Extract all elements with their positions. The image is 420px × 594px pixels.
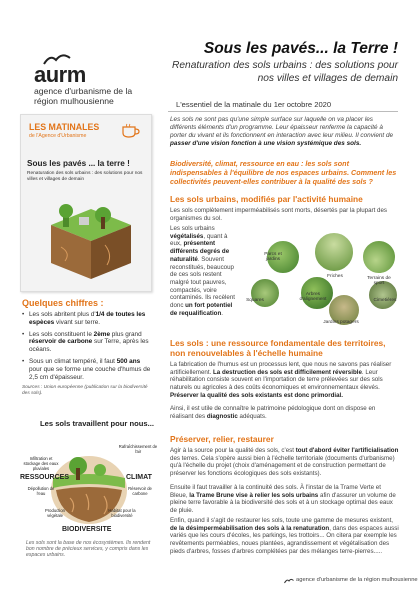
section3-heading: Préserver, relier, restaurer xyxy=(170,434,274,444)
header-divider xyxy=(168,111,398,112)
section1-heading: Les sols urbains, modifiés par l'activité humaine xyxy=(170,194,363,204)
photo-label: Jardins potagers xyxy=(323,320,359,325)
coffee-cup-icon xyxy=(121,123,141,139)
publication-cover xyxy=(20,114,152,292)
page-title: Sous les pavés... la Terre ! xyxy=(203,40,398,57)
photo-label: Cimetières xyxy=(373,298,397,303)
logo-tagline: agence d'urbanisme de la région mulhousienne xyxy=(34,86,133,106)
cover-series: LES MATINALES xyxy=(29,122,100,132)
services-note: Les sols sont la base de nos écosystèmes. Ils rendent bon nombre de précieux services, y compris dans les espaces urbains. xyxy=(26,540,151,559)
photo-label: Friches xyxy=(327,274,343,279)
services-heading: Les sols travaillent pour nous... xyxy=(40,419,154,428)
key-figures-list xyxy=(22,311,152,397)
soil-services-diagram xyxy=(20,430,158,536)
label-biodiversity-habitat: Habitat pour la biodiversité xyxy=(108,508,136,518)
intro-paragraph: Les sols ne sont pas qu'une simple surface sur laquelle on va placer les différents éléments d'un programme. Leur épaisseur renferme la capacité à porter du vivant et ils fonctionnent en interaction avec leur milieu. Il convient de passer d'une vision fonction à une vision systémique des sols. xyxy=(170,116,394,147)
label-water-depollution: Dépollution de l'eau xyxy=(27,486,55,496)
footer-logo-icon xyxy=(284,578,294,584)
page-subtitle: Renaturation des sols urbains : des solutions pour nos villes et villages de demain xyxy=(172,60,398,84)
photo-label: Arbres d'alignement xyxy=(299,292,327,303)
urban-soil-photos xyxy=(240,232,402,332)
key-figure-item: • Les sols abritent plus d'1/4 de toutes les espèces vivant sur terre. xyxy=(22,311,152,327)
section2-paragraph2: Ainsi, il est utile de connaître le patrimoine pédologique dont on dispose en réalisant des diagnostic adéquats. xyxy=(170,405,376,420)
photo-squares xyxy=(250,278,280,308)
key-figures-heading: Quelques chiffres : xyxy=(22,298,104,308)
section1-paragraph1: Les sols complètement imperméabilisés sont morts, désertés par la plupart des organismes du sol. xyxy=(170,207,388,222)
label-biodiversity: BIODIVERSITE xyxy=(62,526,112,533)
photo-sports xyxy=(362,240,396,274)
lead-paragraph: Biodiversité, climat, ressource en eau : les sols sont indispensables à l'équilibre de nos espaces urbains. Comment les collectivités peuvent-elles contribuer à la qualité des sols ? xyxy=(170,159,397,186)
photo-label: Squares xyxy=(246,298,264,303)
section2-heading: Les sols : une ressource fondamentale des territoires, non renouvelables à l'échelle humaine xyxy=(170,338,386,358)
cover-title: Sous les pavés ... la terre ! xyxy=(27,159,130,168)
label-climate: CLIMAT xyxy=(126,474,152,481)
figures-source: Sources : Union européenne (publication sur la biodiversité des sols). xyxy=(22,385,148,397)
key-figure-item: • Les sols constituent le 2ème plus grand réservoir de carbone sur Terre, après les océans. xyxy=(22,331,152,354)
cover-series-sub: de l'Agence d'Urbanisme xyxy=(29,133,87,139)
section2-paragraph1: La fabrication de l'humus est un processus lent, que nous ne savons pas réaliser artificiellement. La destruction des sols est difficilement réversible. Leur réhabilitation consiste souvent en l'importation de terre prélevées sur des sols naturels ou agricoles à des coûts économiques et environnementaux élevés. Préserver la qualité des sols existants est donc primordial. xyxy=(170,361,392,399)
label-carbon-reservoir: Réservoir de carbone xyxy=(128,486,152,496)
cover-description: Renaturation des sols urbains : des solutions pour nos villes et villages de demain xyxy=(27,171,143,182)
label-infiltration: Infiltration et stockage des eaux pluviales xyxy=(23,456,59,471)
section1-paragraph2: Les sols urbains végétalisés, quant à eux, présentent différents degrés de naturalité. Souvent reconstitués, beaucoup de ces sols restent malgré tout pauvres, compactés, voire contaminés. Ils recèlent donc un fort potentiel de requalification. xyxy=(170,225,235,317)
photo-wasteland xyxy=(314,232,354,272)
key-figure-item: • Sous un climat tempéré, il faut 500 ans pour que se forme une couche d'humus de 2,5 cm d'épaisseur. xyxy=(22,358,152,381)
photo-label: Parcs et jardins xyxy=(264,252,282,263)
label-cooling: Rafraîchissement de l'air xyxy=(118,444,158,454)
date-line: L'essentiel de la matinale du 1er octobre 2020 xyxy=(176,100,332,109)
label-resources: RESSOURCES xyxy=(20,474,70,481)
label-plant-production: Production végétale xyxy=(44,508,66,518)
logo-wordmark: aurm xyxy=(34,62,86,87)
footer-agency-name: agence d'urbanisme de la région mulhousienne xyxy=(296,577,418,583)
soil-block-illustration xyxy=(41,195,137,285)
section3-paragraph1: Agir à la source pour la qualité des sols, c'est tout d'abord éviter l'artificialisation des terres. Cela s'opère aussi bien à l'échelle territoriale (documents d'urbanisme) qu'à l'échelle du projet (choix d'aménagement et de construction permettant de préserver les fonctions écologiques des sols existants). xyxy=(170,447,399,478)
section3-paragraph2: Ensuite il faut travailler à la continuité des sols. À l'instar de la Trame Verte et Bleue, la Trame Brune vise à relier les sols urbains afin d'assurer un volume de pleine terre favorable à la biodiversité des sols et à un stockage optimal des eaux de pluie. xyxy=(170,484,396,515)
section3-paragraph3: Enfin, quand il s'agit de restaurer les sols, toute une gamme de mesures existent, de la désimperméabilisation des sols à la renaturation, dans des espaces aussi variés que les cours d'écoles, les parkings, les trottoirs... On citera par exemple les revêtements perméables, noues plantées, agrandissement et végétalisation des pieds d'arbres, fosses d'arbres complétées par des mélanges terre-pierres..... xyxy=(170,517,399,555)
photo-label: Terrains de sport xyxy=(367,276,391,287)
